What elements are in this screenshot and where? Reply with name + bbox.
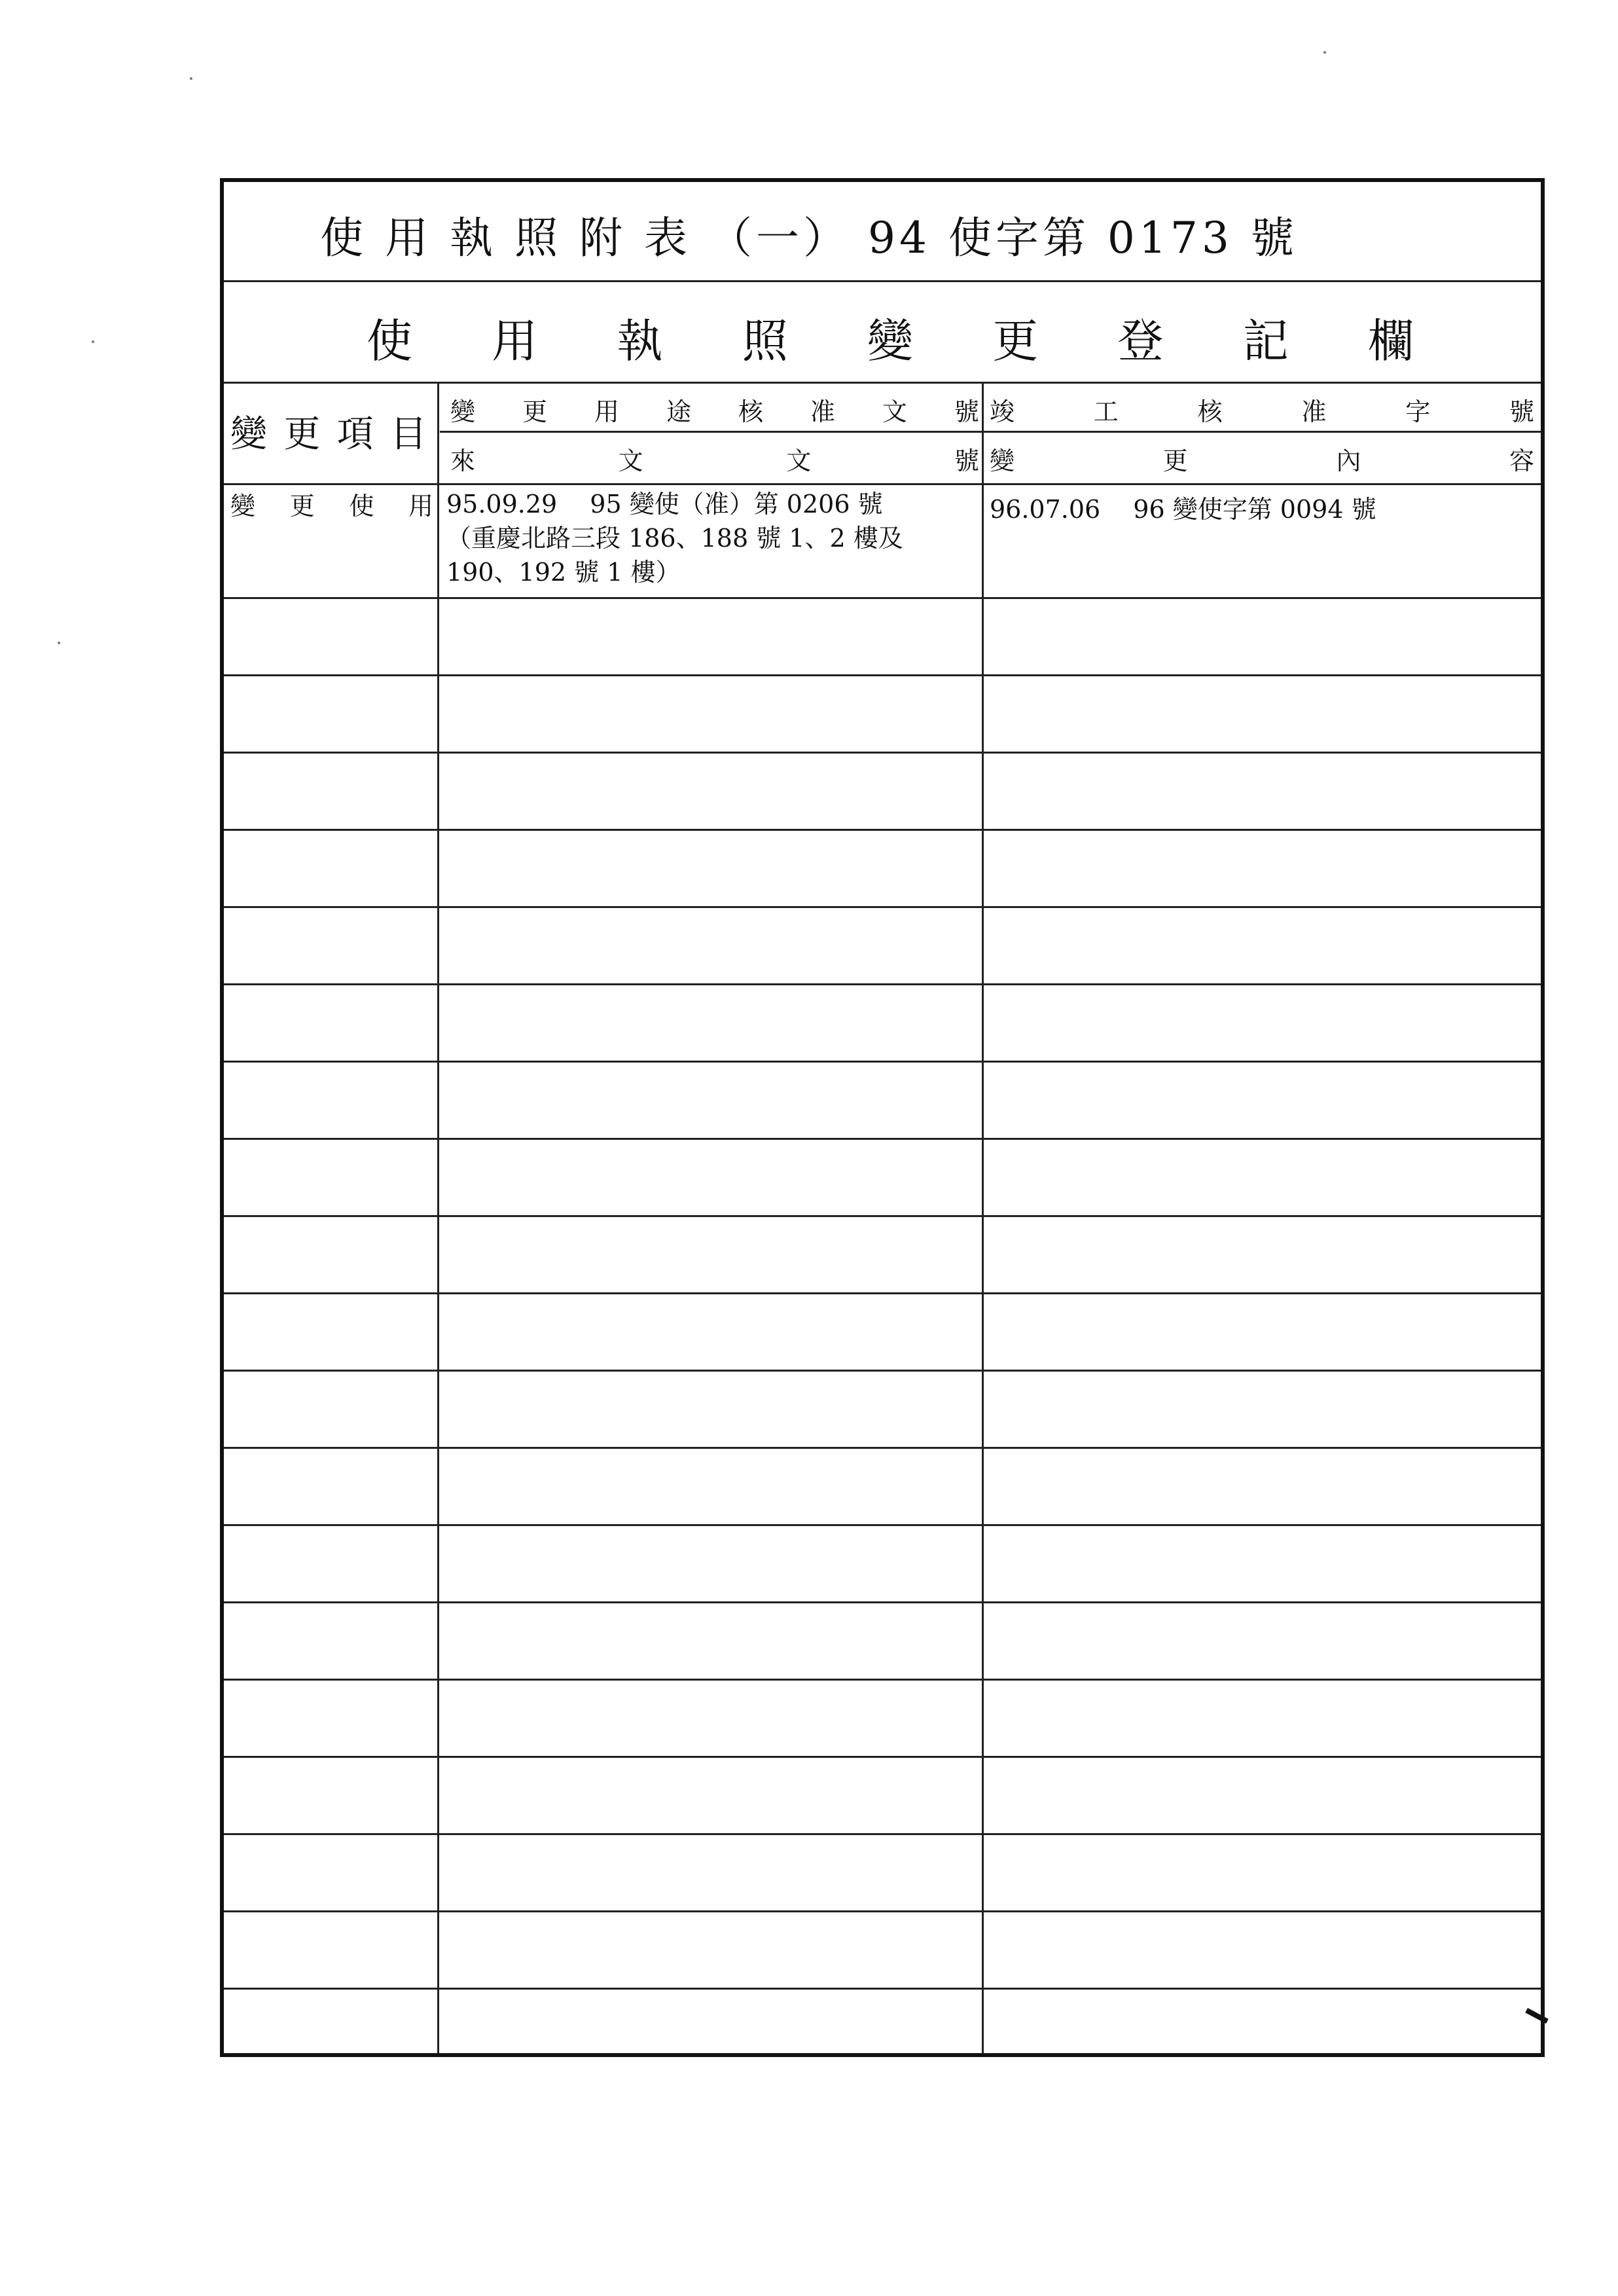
scan-speck (92, 340, 94, 343)
scan-speck (58, 642, 60, 644)
header-char: 文 (882, 397, 907, 426)
cell-char: 變 (230, 491, 256, 520)
header-char: 變 (990, 446, 1015, 475)
header-incoming-document (450, 437, 979, 479)
header-approval-number (450, 386, 979, 432)
header-char: 變 (450, 397, 476, 426)
header-char: 用 (594, 397, 619, 426)
row-divider (224, 1988, 1541, 1990)
subtitle-char: 使 (367, 314, 412, 368)
header-char: 更 (1162, 446, 1188, 475)
header-char: 更 (522, 397, 547, 426)
row-divider (224, 829, 1541, 831)
scan-speck (1323, 51, 1326, 54)
row-divider (224, 674, 1541, 676)
subtitle-char: 登 (1117, 314, 1164, 368)
header-char: 號 (954, 446, 979, 475)
header-change-item (230, 393, 427, 470)
row-divider (224, 1370, 1541, 1372)
header-char: 字 (1405, 397, 1431, 426)
header-char: 號 (1509, 397, 1534, 426)
row-divider (224, 752, 1541, 754)
header-subdivider (440, 431, 1541, 433)
row-divider (224, 1215, 1541, 1217)
subtitle-char: 變 (867, 314, 913, 368)
row-divider (224, 906, 1541, 908)
subtitle-char: 執 (617, 314, 663, 368)
row-completion-text: 96.07.06 96 變使字第 0094 號 (990, 495, 1376, 524)
header-char: 來 (450, 446, 476, 475)
row-divider (224, 1061, 1541, 1063)
row-divider (224, 1679, 1541, 1681)
row-divider (224, 983, 1541, 985)
row-approval-text: 95.09.29 95 變使（准）第 0206 號 （重慶北路三段 186、188 號 1、2 樓及 190、192 號 1 樓） (446, 490, 903, 587)
header-char: 核 (738, 397, 763, 426)
header-char: 文 (618, 446, 643, 475)
row-divider (224, 1138, 1541, 1140)
header-char: 號 (954, 397, 979, 426)
header-change-content (990, 437, 1534, 479)
title-divider (224, 280, 1541, 282)
row-divider (224, 1447, 1541, 1449)
subtitle-char: 照 (742, 314, 788, 368)
row-divider (224, 1910, 1541, 1912)
header-char: 目 (389, 413, 427, 456)
header-char: 更 (283, 413, 321, 456)
subtitle-char: 更 (992, 314, 1039, 368)
row-divider (224, 1601, 1541, 1603)
row-divider (224, 1524, 1541, 1526)
header-char: 准 (1301, 397, 1327, 426)
header-char: 途 (666, 397, 691, 426)
cell-char: 更 (289, 491, 315, 520)
row-divider (224, 597, 1541, 599)
header-char: 文 (786, 446, 812, 475)
header-char: 竣 (990, 397, 1015, 426)
subtitle-char: 欄 (1368, 314, 1414, 368)
column-divider-1 (437, 382, 439, 2053)
header-char: 變 (230, 413, 267, 456)
row-divider (224, 1292, 1541, 1294)
cell-char: 用 (408, 491, 433, 520)
header-char: 准 (810, 397, 835, 426)
document-title: 使 用 執 照 附 表 （一） 94 使字第 0173 號 (320, 213, 1298, 263)
section-subtitle (367, 298, 1414, 376)
subtitle-char: 記 (1242, 314, 1289, 368)
header-char: 內 (1336, 446, 1361, 475)
column-divider-2 (982, 382, 984, 2053)
header-completion-number (990, 386, 1534, 432)
header-char: 項 (336, 413, 374, 456)
header-char: 工 (1093, 397, 1119, 426)
cell-char: 使 (349, 491, 374, 520)
row-change-item (230, 487, 433, 520)
header-char: 核 (1197, 397, 1223, 426)
subtitle-char: 用 (492, 314, 538, 368)
row-divider (224, 1756, 1541, 1758)
scan-speck (190, 77, 192, 80)
subtitle-divider (224, 382, 1541, 384)
header-char: 容 (1509, 446, 1534, 475)
row-divider (224, 1833, 1541, 1835)
